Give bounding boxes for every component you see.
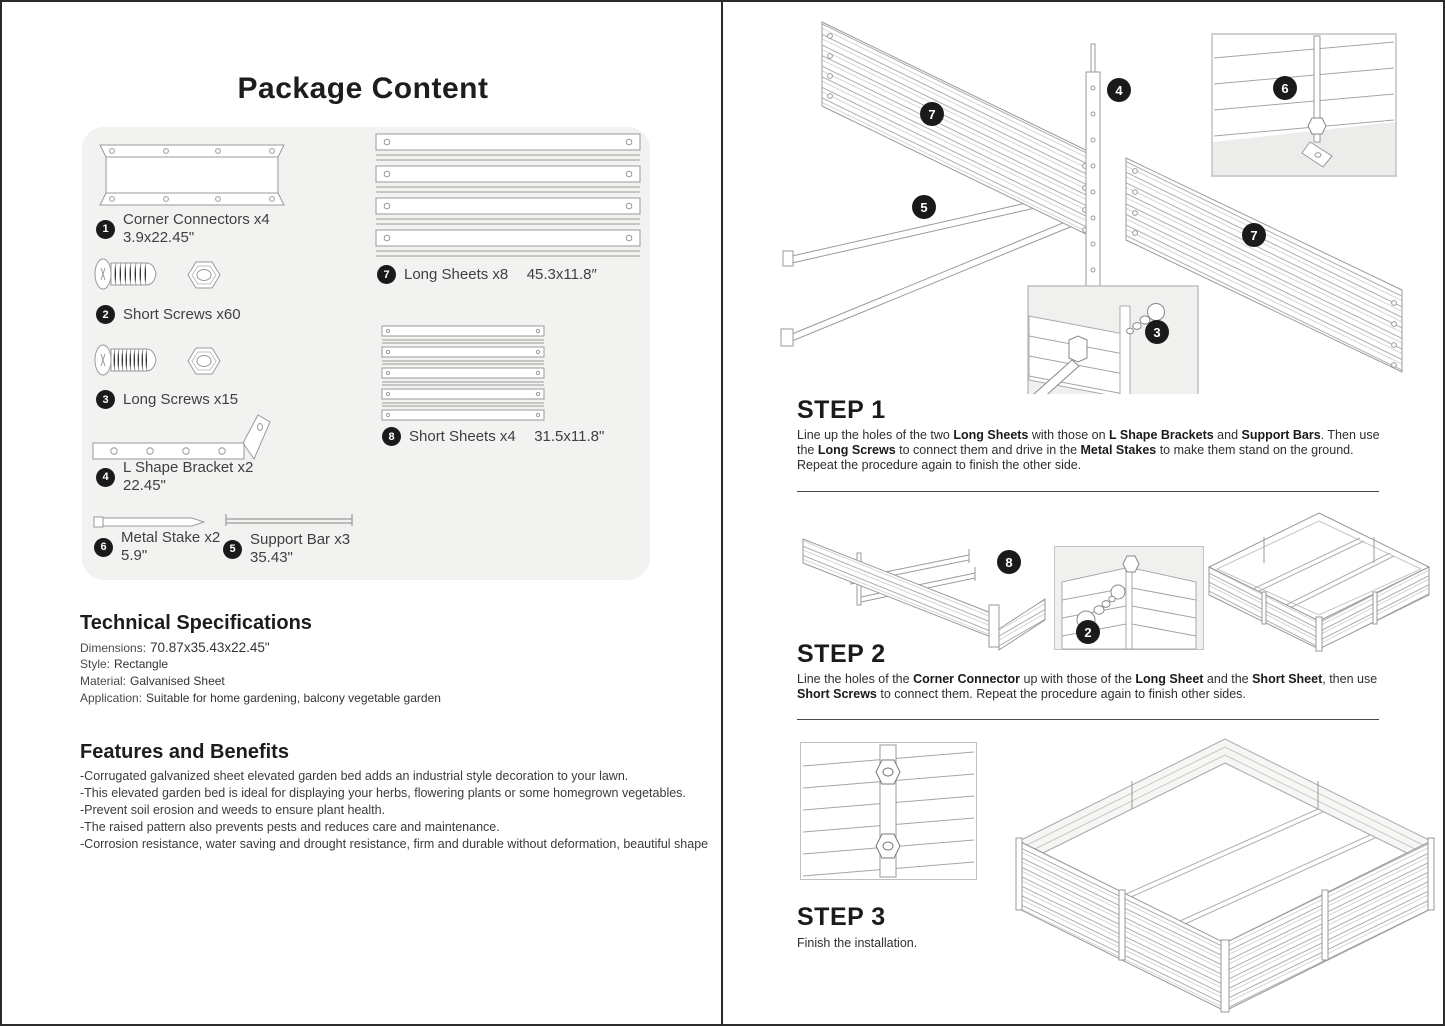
item-3-badge: 3 [96, 390, 115, 409]
item-1-name: Corner Connectors x4 [123, 211, 270, 228]
step1-heading: STEP 1 [797, 396, 886, 424]
step2-text: Line the holes of the Corner Connector up with those of the Long Sheet and the Short Sheet, then use Short Screws to connect them. Repeat the procedure again to finish other sides. [797, 672, 1378, 701]
rule-after-step2 [797, 719, 1379, 720]
rule-after-step1 [797, 491, 1379, 492]
long-sheets-drawing [374, 132, 644, 260]
step1-badge-5: 5 [912, 195, 936, 219]
item-5-name: Support Bar x3 [250, 531, 351, 548]
short-screw-drawing [92, 255, 164, 293]
spec-material [80, 673, 225, 690]
item-3-name: Long Screws x15 [123, 390, 239, 408]
item-short-sheets [382, 427, 604, 446]
spec-dimensions [80, 639, 270, 657]
nut-drawing [182, 258, 226, 292]
step3-heading: STEP 3 [797, 903, 886, 931]
feature-line: -The raised pattern also prevents pests and reduces care and maintenance. [80, 820, 500, 834]
item-6-dim: 5.9" [121, 547, 148, 564]
features-heading: Features and Benefits [80, 741, 289, 763]
nut-drawing-2 [182, 344, 226, 378]
item-5-dim: 35.43" [250, 549, 293, 566]
item-metal-stake [94, 529, 220, 565]
step3-text: Finish the installation. [797, 936, 918, 950]
item-2-badge: 2 [96, 305, 115, 324]
step1-badge-7b: 7 [1242, 223, 1266, 247]
item-7-name: Long Sheets x8 [404, 265, 509, 283]
page-title: Package Content [237, 72, 489, 105]
item-short-screws [96, 305, 241, 324]
item-5-badge: 5 [223, 540, 242, 559]
spec-material-label: Material: [80, 674, 127, 688]
spec-style [80, 656, 168, 673]
item-7-badge: 7 [377, 265, 396, 284]
item-8-dim: 31.5x11.8" [534, 427, 605, 445]
item-support-bar [223, 531, 350, 567]
item-corner-connectors [96, 211, 270, 247]
short-sheets-drawing [379, 324, 549, 430]
spec-dimensions-label: Dimensions: [80, 641, 147, 655]
item-7-dim: 45.3x11.8″ [526, 265, 597, 283]
spec-style-label: Style: [80, 657, 111, 671]
spec-material-value: Galvanised Sheet [130, 674, 225, 688]
corner-connector-drawing [96, 139, 288, 211]
tech-specs-heading: Technical Specifications [80, 612, 312, 634]
item-l-shape-bracket [96, 459, 253, 495]
item-1-badge: 1 [96, 220, 115, 239]
feature-line: -Corrosion resistance, water saving and drought resistance, firm and durable without deformation, beautiful shape [80, 837, 709, 851]
feature-line: -This elevated garden bed is ideal for displaying your herbs, flowering plants or some homegrown vegetables. [80, 786, 686, 800]
spec-style-value: Rectangle [114, 657, 169, 671]
spec-application [80, 690, 441, 707]
spec-application-value: Suitable for home gardening, balcony vegetable garden [146, 691, 441, 705]
step1-badge-4: 4 [1107, 78, 1131, 102]
item-8-name: Short Sheets x4 [409, 427, 516, 445]
package-content-panel [82, 127, 650, 580]
column-divider [721, 2, 723, 1024]
step2-assembled-frame-diagram [1207, 507, 1432, 655]
step1-badge-6: 6 [1273, 76, 1297, 100]
spec-dimensions-value: 70.87x35.43x22.45" [150, 640, 270, 655]
feature-line: -Prevent soil erosion and weeds to ensure plant health. [80, 803, 386, 817]
item-6-badge: 6 [94, 538, 113, 557]
item-2-name: Short Screws x60 [123, 305, 241, 323]
step1-diagram [726, 6, 1442, 394]
item-6-name: Metal Stake x2 [121, 529, 221, 546]
step2-badge-2: 2 [1076, 620, 1100, 644]
long-screw-drawing [92, 341, 164, 379]
item-long-screws [96, 390, 238, 409]
feature-line: -Corrugated galvanized sheet elevated garden bed adds an industrial style decoration to your lawn. [80, 769, 629, 783]
item-1-dim: 3.9x22.45" [123, 229, 195, 246]
step1-badge-3: 3 [1145, 320, 1169, 344]
item-4-badge: 4 [96, 468, 115, 487]
step2-heading: STEP 2 [797, 640, 886, 668]
step2-partial-assembly-diagram [797, 505, 1049, 651]
item-4-dim: 22.45" [123, 477, 166, 494]
item-8-badge: 8 [382, 427, 401, 446]
step1-badge-7: 7 [920, 102, 944, 126]
item-long-sheets [377, 265, 597, 284]
step2-badge-8: 8 [997, 550, 1021, 574]
item-4-name: L Shape Bracket x2 [123, 459, 254, 476]
step3-finished-bed-diagram [1007, 735, 1437, 1015]
step1-text: Line up the holes of the two Long Sheets with those on L Shape Brackets and Support Bars. Then use the Long Screws to connect them and drive in the Metal Stakes to make them stand on the ground. Repeat the procedure again to finish the other side. [797, 428, 1380, 472]
step3-bracket-detail-inset [800, 742, 977, 880]
spec-application-label: Application: [80, 691, 143, 705]
